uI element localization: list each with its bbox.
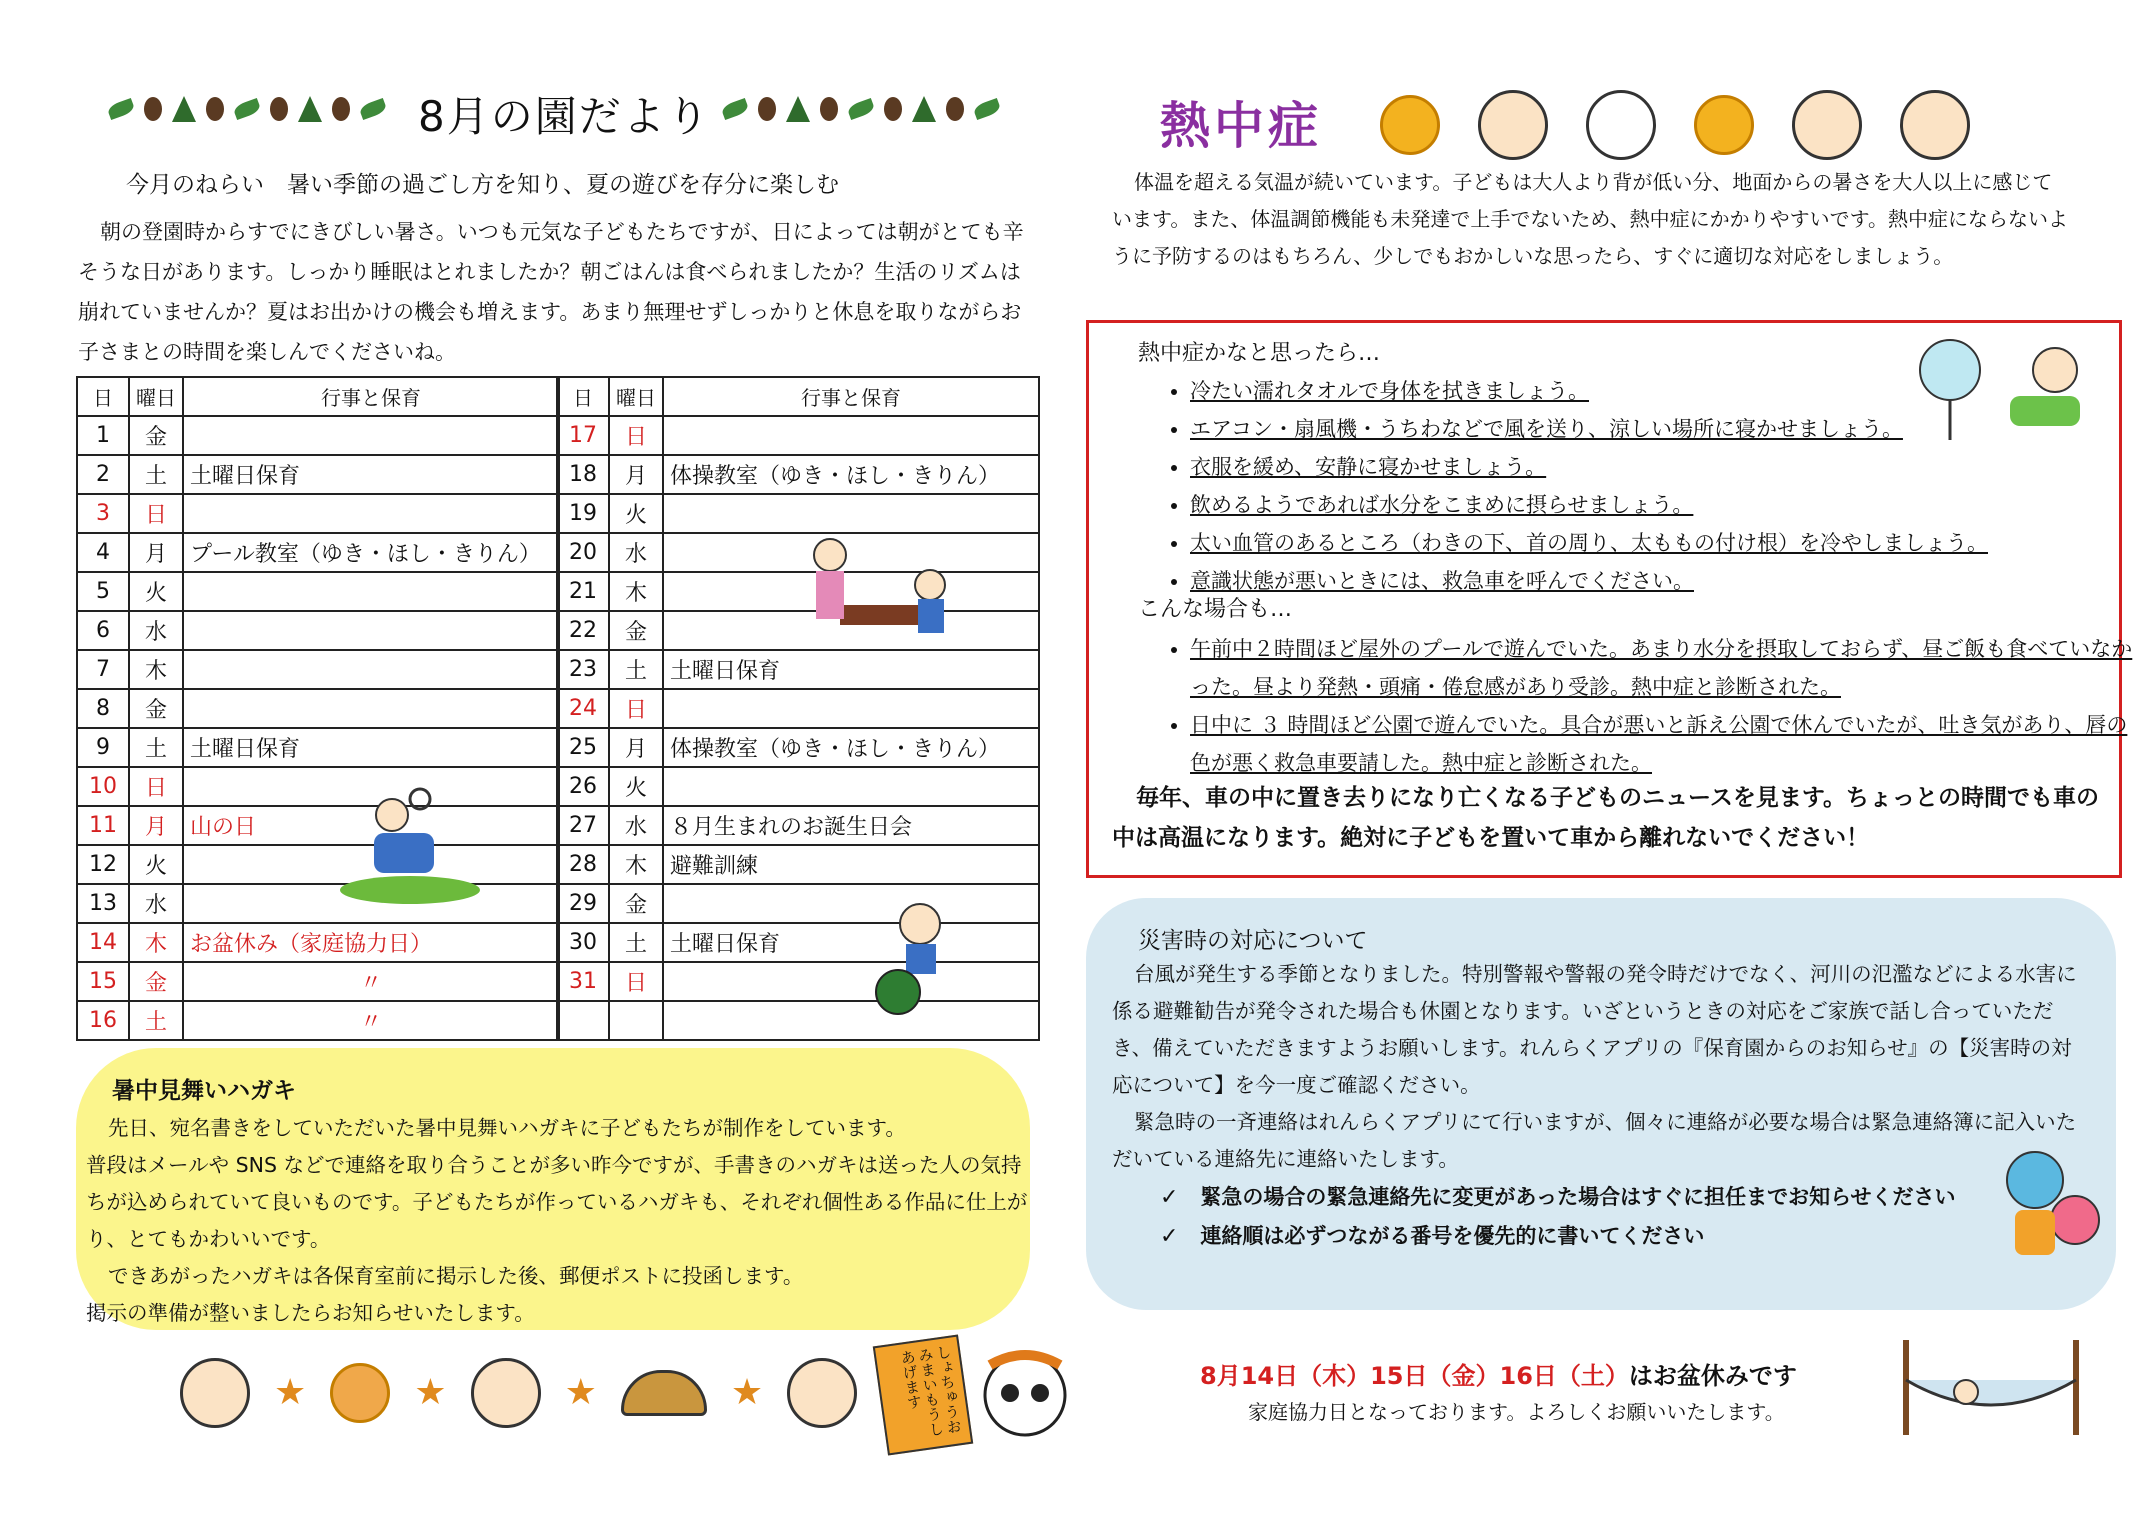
child-face-icon [180,1358,250,1428]
calendar-row [557,728,1039,767]
bbq-illustration [800,535,960,655]
calendar-empty-cell [557,1001,609,1040]
list-item: • 日中に ３ 時間ほど公園で遊んでいた。具合が悪いと訴え公園で休んでいたが、吐き気があり、唇の色が悪く救急車要請した。熱中症と診断された。 [1190,706,2140,782]
calendar-weekday: 月 [609,455,663,494]
col-day-header: 日 [77,377,129,416]
calendar-event: 土曜日保育 [183,728,559,767]
calendar-weekday: 金 [609,884,663,923]
leaf-icon [106,98,135,120]
child-face [376,799,408,831]
calendar-event [663,767,1039,806]
calendar-row [77,1001,559,1040]
calendar-weekday: 木 [129,923,183,962]
calendar-row [77,416,559,455]
tree-icon [786,96,810,122]
page-title: 8月の園だより [418,92,711,141]
calendar-row [77,923,559,962]
calendar-weekday: 水 [129,611,183,650]
calendar-day: 24 [557,689,609,728]
list-item: • 午前中２時間ほど屋外のプールで遊んでいた。あまり水分を摂取しておらず、昼ご飯も食べていなかった。昼より発熱・頭痛・倦怠感があり受診。熱中症と診断された。 [1190,630,2140,706]
panda-eye [1031,1384,1049,1402]
sunflower-icon [330,1363,390,1423]
heat-intro: 体温を超える気温が続いています。子どもは大人より背が低い分、地面からの暑さを大人以上に感じています。また、体温調節機能も未発達で上手でないため、熱中症にかかりやすいです。熱中症にならないように予防するのはもちろん、少しでもおかしいな思ったら、すぐに適切な対応をしましょう。 [1112,170,2068,268]
calendar-weekday: 月 [609,728,663,767]
calendar-day: 19 [557,494,609,533]
mountain-kids-illustration [340,785,480,905]
list-item: • 衣服を緩め、安静に寝かせましょう。 [1190,448,2110,486]
beetle-icon [144,97,162,121]
calendar-event [663,494,1039,533]
calendar-day: 3 [77,494,129,533]
calendar-weekday: 水 [609,806,663,845]
beetle-icon [332,97,350,121]
holiday-notice [1200,1356,1797,1391]
calendar-weekday: 日 [609,416,663,455]
panda-mascot-face [2007,1152,2063,1208]
calendar-row [77,455,559,494]
postcard-p1: 先日、宛名書きをしていただいた暑中見舞いハガキに子どもたちが制作をしています。 [108,1116,906,1140]
disaster-heading: 災害時の対応について [1138,928,1368,954]
check-item: 緊急の場合の緊急連絡先に変更があった場合はすぐに担任までお知らせください [1200,1185,1956,1209]
lying-child-face [2033,348,2077,392]
hammock-shape [1906,1380,2076,1405]
calendar-day: 25 [557,728,609,767]
calendar-day: 4 [77,533,129,572]
calendar-row [557,650,1039,689]
calendar-weekday: 日 [609,962,663,1001]
calendar-row [77,767,559,806]
heat-title: 熱中症 [1160,97,1322,155]
calendar-event [183,494,559,533]
check-item: 連絡順は必ずつながる番号を優先的に書いてください [1200,1224,1705,1248]
beetle-icon [884,97,902,121]
postcard-p2: 普段はメールや SNS などで連絡を取り合うことが多い昨今ですが、手書きのハガキは送った人の気持ちが込められていて良いものです。子どもたちが作っているハガキも、それぞれ個性ある作品に仕上がり、とてもかわいいです。 [86,1153,1028,1251]
calendar-weekday: 日 [129,767,183,806]
calendar-day: 20 [557,533,609,572]
calendar-weekday: 土 [609,923,663,962]
star-icon: ★ [730,1372,764,1413]
grass-shape [340,876,480,904]
calendar-weekday: 土 [129,455,183,494]
calendar-day: 18 [557,455,609,494]
calendar-empty-cell [609,1001,663,1040]
calendar-weekday: 月 [129,806,183,845]
postcard-illustration: しょちゅうおみまいもうしあげます [873,1335,973,1456]
monthly-aim: 今月のねらい 暑い季節の過ごし方を知り、夏の遊びを存分に楽しむ [126,172,839,198]
list-item: • エアコン・扇風機・うちわなどで風を送り、涼しい場所に寝かせましょう。 [1190,410,2110,448]
calendar-row [557,845,1039,884]
calendar-day: 26 [557,767,609,806]
check-icon: ✓ [1160,1224,1179,1249]
calendar-event: 土曜日保育 [663,650,1039,689]
calendar-row [77,494,559,533]
star-icon: ★ [414,1372,447,1413]
grill-shape [840,605,920,625]
calendar-event: 山の日 [183,806,559,845]
calendar-row [77,572,559,611]
calendar-event: 土曜日保育 [663,923,1039,962]
leaf-icon [972,98,1001,120]
panda-illustration [970,1345,1080,1455]
calendar-row [77,884,559,923]
child-face-icon [1586,90,1656,160]
bottom-decoration [180,1358,857,1428]
calendar-row [77,689,559,728]
calendar-weekday: 日 [129,494,183,533]
calendar-weekday: 金 [609,611,663,650]
child-body [918,599,944,633]
panda-eye [1001,1384,1019,1402]
calendar-weekday: 水 [609,533,663,572]
calendar-weekday: 火 [129,572,183,611]
calendar-event: 〃 [183,1001,559,1040]
watermelon-icon [876,970,920,1014]
child-face [900,904,940,944]
calendar-day: 1 [77,416,129,455]
col-events-header: 行事と保育 [663,377,1039,416]
calendar-day: 21 [557,572,609,611]
calendar-table-left [76,376,560,1041]
list-item: • 意識状態が悪いときには、救急車を呼んでください。 [1190,562,2110,600]
star-icon: ★ [564,1372,597,1413]
calendar-event [183,650,559,689]
calendar-weekday: 土 [609,650,663,689]
calendar-row [557,533,1039,572]
col-weekday-header: 曜日 [609,377,663,416]
calendar-day: 15 [77,962,129,1001]
calendar-day: 17 [557,416,609,455]
star-icon: ★ [274,1372,307,1413]
calendar-day: 10 [77,767,129,806]
calendar-event: 体操教室（ゆき・ほし・きりん） [663,728,1039,767]
sun-icon [1694,95,1754,155]
calendar-row [77,962,559,1001]
calendar-row [557,494,1039,533]
case-list [1120,630,2140,782]
tree-icon [172,96,196,122]
calendar-day: 27 [557,806,609,845]
child-body [374,833,434,873]
mascot-body [2015,1210,2055,1255]
calendar-event [183,416,559,455]
postcard-p4: 掲示の準備が整いましたらお知らせいたします。 [86,1301,535,1325]
holiday-note: 家庭協力日となっております。よろしくお願いいたします。 [1248,1400,1785,1424]
calendar-weekday: 木 [129,650,183,689]
tree-icon [912,96,936,122]
calendar-empty-cell [663,1001,1039,1040]
disaster-p1: 台風が発生する季節となりました。特別警報や警報の発令時だけでなく、河川の氾濫などによる水害に係る避難勧告が発令された場合も休園となります。いざというときの対応をご家族で話し合っていただき、備えていただきますようお願いします。れんらくアプリの『保育園からのお知らせ』の【災害時の対応について】を今一度ご確認ください。 [1112,962,2077,1097]
holiday-suffix: はお盆休みです [1628,1362,1797,1390]
calendar-weekday: 金 [129,416,183,455]
sun-icon [1380,95,1440,155]
calendar-day: 29 [557,884,609,923]
calendar-row [77,845,559,884]
beetle-icon [270,97,288,121]
calendar-row [557,455,1039,494]
calendar-event: 土曜日保育 [183,455,559,494]
calendar-row [557,689,1039,728]
calendar-row [77,533,559,572]
mother-body [816,571,844,619]
calendar-day: 5 [77,572,129,611]
calendar-row [77,728,559,767]
leaf-icon [846,98,875,120]
leaf-icon [720,98,749,120]
calendar-event: プール教室（ゆき・ほし・きりん） [183,533,559,572]
calendar-row [557,416,1039,455]
calendar-row [77,806,559,845]
calendar-weekday: 木 [609,845,663,884]
mother-face [814,539,846,571]
panda-face [985,1355,1065,1435]
leaf-icon [358,98,387,120]
fan-icon [1920,340,1980,400]
holiday-dates: 8月14日（木）15日（金）16日（土） [1200,1362,1629,1390]
disaster-checklist [1160,1178,1956,1256]
heat-decoration [1380,90,1970,160]
postcard-body [86,1110,1030,1332]
calendar-event: 避難訓練 [663,845,1039,884]
child-face-icon [1900,90,1970,160]
child-face-icon [787,1358,857,1428]
child-face-icon [471,1358,541,1428]
beetle-icon [820,97,838,121]
col-events-header: 行事と保育 [183,377,559,416]
calendar-day: 31 [557,962,609,1001]
magnifier-icon [410,789,430,809]
list-item: • 太い血管のあるところ（わきの下、首の周り、太ももの付け根）を冷やしましょう。 [1190,524,2110,562]
calendar-weekday: 日 [609,689,663,728]
fan-illustration [1910,330,2100,450]
calendar-day: 9 [77,728,129,767]
calendar-event: 体操教室（ゆき・ほし・きりん） [663,455,1039,494]
child-body [906,944,936,974]
heatstroke-heading: 熱中症かなと思ったら… [1138,341,1381,366]
disaster-body [1112,956,2092,1178]
calendar-weekday: 金 [129,962,183,1001]
calendar-row [77,611,559,650]
calendar-weekday: 火 [129,845,183,884]
calendar-weekday: 火 [609,767,663,806]
calendar-weekday: 火 [609,494,663,533]
calendar-day: 23 [557,650,609,689]
check-icon: ✓ [1160,1185,1179,1210]
calendar-day: 8 [77,689,129,728]
list-item: • 飲めるようであれば水分をこまめに摂らせましょう。 [1190,486,2110,524]
calendar-day: 7 [77,650,129,689]
calendar-weekday: 土 [129,1001,183,1040]
calendar-day: 6 [77,611,129,650]
calendar-day: 28 [557,845,609,884]
calendar-row [557,611,1039,650]
tree-icon [298,96,322,122]
car-warning: 毎年、車の中に置き去りになり亡くなる子どものニュースを見ます。ちょっとの時間でも車の中は高温になります。絶対に子どもを置いて車から離れないでください！ [1112,785,2100,851]
postcard-heading: 暑中見舞いハガキ [112,1078,296,1104]
straw-hat-icon [621,1370,707,1416]
sleeping-child-face [1954,1380,1978,1404]
calendar-event [183,572,559,611]
calendar-event [183,689,559,728]
calendar-event [663,416,1039,455]
beetle-icon [206,97,224,121]
disaster-p2: 緊急時の一斉連絡はれんらくアプリにて行いますが、個々に連絡が必要な場合は緊急連絡簿に記入いただいている連絡先に連絡いたします。 [1112,1110,2077,1171]
calendar-weekday: 土 [129,728,183,767]
cases-heading: こんな場合も… [1138,597,1293,622]
child-face-icon [1478,90,1548,160]
title-decoration-left [108,96,386,122]
intro-paragraph: 朝の登園時からすでにきびしい暑さ。いつも元気な子どもたちですが、日によっては朝がとても辛そうな日があります。しっかり睡眠はとれましたか？朝ごはんは食べられましたか？生活のリズムは崩れていませんか？夏はお出かけの機会も増えます。あまり無理せずしっかりと休息を取りながらお子さまとの時間を楽しんでくださいね。 [78,220,1024,364]
calendar-event: ８月生まれのお誕生日会 [663,806,1039,845]
calendar-event [663,689,1039,728]
col-weekday-header: 曜日 [129,377,183,416]
title-decoration-right [722,96,1000,122]
calendar-weekday: 月 [129,533,183,572]
calendar-event: 〃 [183,962,559,1001]
calendar-day: 16 [77,1001,129,1040]
calendar-row [557,806,1039,845]
list-item: • 冷たい濡れタオルで身体を拭きましょう。 [1190,372,2110,410]
calendar-day: 2 [77,455,129,494]
child-face [915,570,945,600]
leaf-icon [232,98,261,120]
col-day-header: 日 [557,377,609,416]
rabbit-mascot-face [2051,1196,2099,1244]
calendar-event [663,884,1039,923]
calendar-day: 11 [77,806,129,845]
calendar-weekday: 金 [129,689,183,728]
lying-child-body [2010,396,2080,426]
calendar-event [663,962,1039,1001]
calendar-event: お盆休み（家庭協力日） [183,923,559,962]
calendar-row [557,767,1039,806]
postcard-p3: できあがったハガキは各保育室前に掲示した後、郵便ポストに投函します。 [108,1264,804,1288]
calendar-row [557,572,1039,611]
calendar-event [183,611,559,650]
child-face-icon [1792,90,1862,160]
beetle-icon [758,97,776,121]
calendar-day: 12 [77,845,129,884]
calendar-row [77,650,559,689]
mascots-illustration [2000,1140,2110,1270]
calendar-day: 30 [557,923,609,962]
hammock-illustration [1886,1330,2096,1440]
calendar-day: 14 [77,923,129,962]
calendar-day: 13 [77,884,129,923]
calendar-day: 22 [557,611,609,650]
calendar-weekday: 木 [609,572,663,611]
calendar-weekday: 水 [129,884,183,923]
watermelon-kid-illustration [870,900,970,1015]
beetle-icon [946,97,964,121]
